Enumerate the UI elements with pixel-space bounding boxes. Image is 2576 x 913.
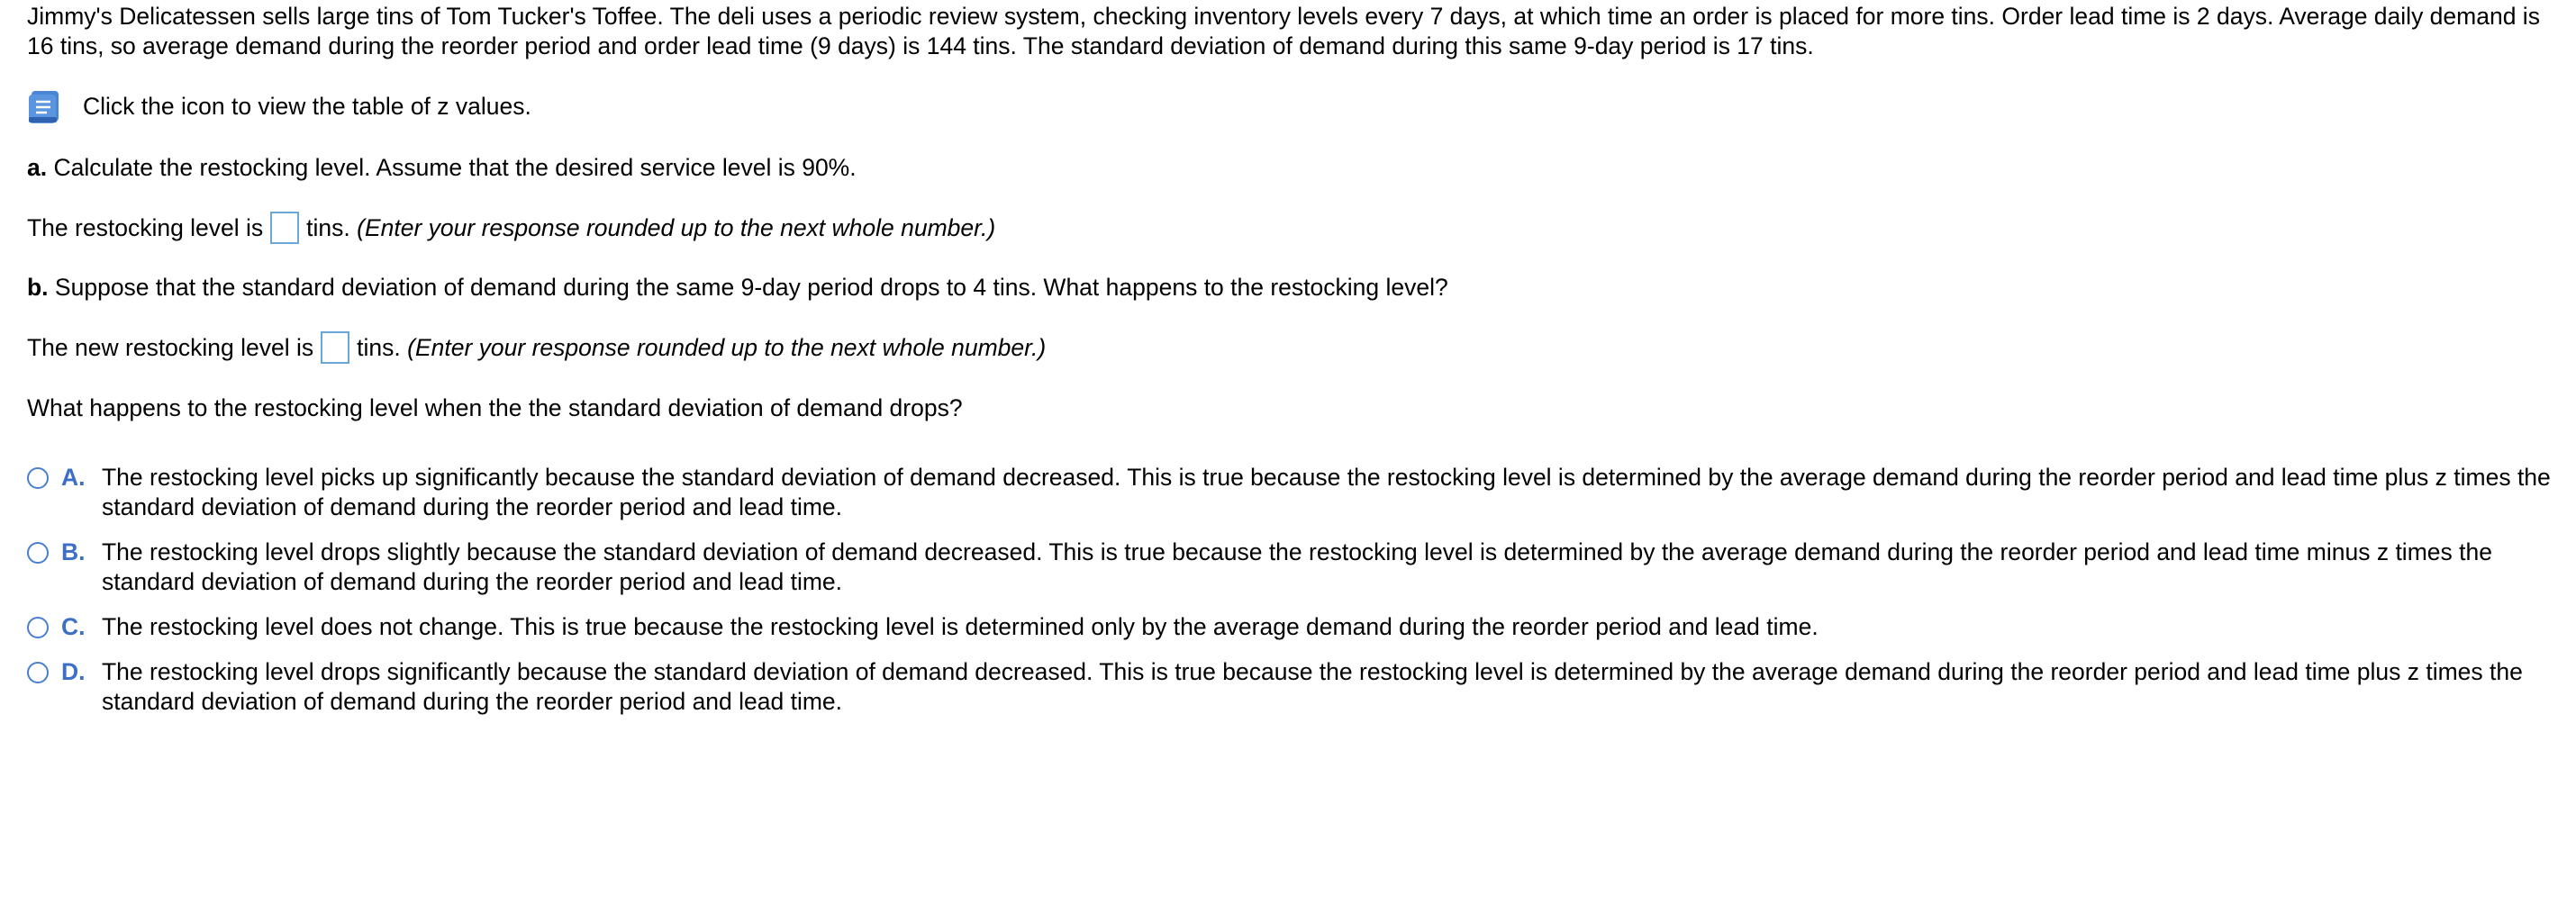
part-b-prompt [27,273,2558,303]
option-b[interactable] [27,538,2558,597]
option-letter-c: C. [61,613,86,640]
option-a[interactable] [27,463,2558,522]
book-icon-graphic [27,87,65,125]
option-c[interactable] [27,612,2558,642]
option-text-a: The restocking level picks up significantly because the standard deviation of demand decreased. This is true because the restocking level is determined by the average demand during the reorder period and lead time plus z times the standard deviation of demand during the reorder period and lead time. [102,464,2551,520]
radio-button-d[interactable] [27,662,49,683]
part-b-answer-prefix: The new restocking level is [27,333,314,361]
part-a-text: Calculate the restocking level. Assume that the desired service level is 90%. [47,154,857,181]
part-b-text: Suppose that the standard deviation of demand during the same 9-day period drops to 4 tins. What happens to the restocking level? [48,274,1448,301]
part-a-prompt [27,153,2558,183]
ztable-row [27,86,2558,126]
part-b-answer-line [27,330,2558,366]
radio-button-a[interactable] [27,467,49,489]
part-a-answer-suffix: tins. [306,213,350,241]
new-restocking-level-input[interactable] [321,331,349,364]
mc-question: What happens to the restocking level when the the standard deviation of demand drops? [27,394,963,421]
radio-button-c[interactable] [27,617,49,638]
part-b-answer-suffix: tins. [357,333,401,361]
part-a-label: a. [27,154,48,181]
part-a-answer-line [27,210,2558,246]
restocking-level-input[interactable] [270,212,299,244]
mc-options [27,463,2558,717]
part-b-answer-hint: (Enter your response rounded up to the next whole number.) [400,333,1047,361]
option-letter-a: A. [61,464,86,491]
part-a-answer-prefix: The restocking level is [27,213,264,241]
book-icon[interactable] [27,87,65,125]
option-text-b: The restocking level drops slightly because the standard deviation of demand decreased. This is true because the restocking level is determined by the average demand during the reorder period and lead time minus z times the standard deviation of demand during the reorder period and lead time. [102,538,2492,595]
ztable-text: Click the icon to view the table of z values. [83,92,531,120]
option-text-c: The restocking level does not change. This is true because the restocking level is determined only by the average demand during the reorder period and lead time. [102,613,1819,640]
option-letter-d: D. [61,658,86,685]
radio-button-b[interactable] [27,542,49,564]
part-a-answer-hint: (Enter your response rounded up to the next whole number.) [349,213,996,241]
problem-intro: Jimmy's Delicatessen sells large tins of Tom Tucker's Toffee. The deli uses a periodic review system, checking inventory levels every 7 days, at which time an order is placed for more tins. Order lead time is 2 days. Average daily demand is 16 tins, so average demand during the reorder period and order lead time (9 days) is 144 tins. The standard deviation of demand during this same 9-day period is 17 tins. [27,3,2540,59]
part-b-label: b. [27,274,49,301]
option-d[interactable] [27,657,2558,717]
option-letter-b: B. [61,538,86,565]
option-text-d: The restocking level drops significantly because the standard deviation of demand decreased. This is true because the restocking level is determined by the average demand during the reorder period and lead time plus z times the standard deviation of demand during the reorder period and lead time. [102,658,2523,715]
